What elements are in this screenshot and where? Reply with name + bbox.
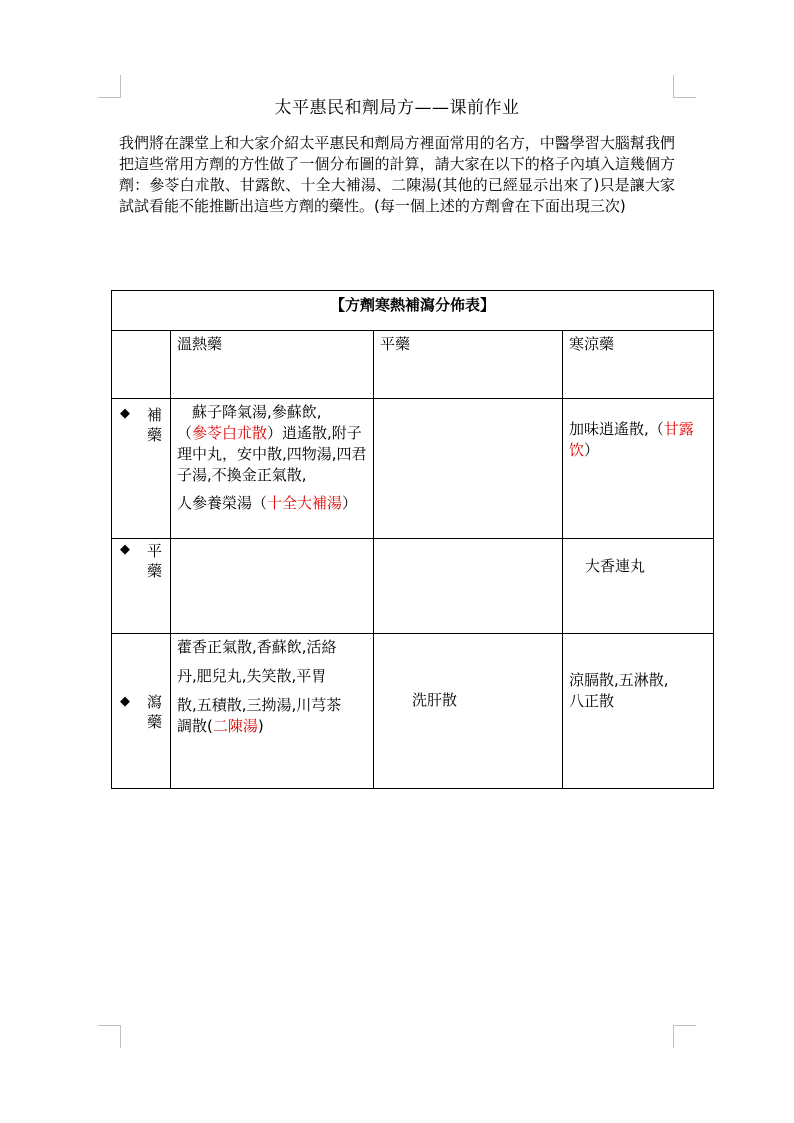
cell-neutral-cold: 大香連丸 (563, 539, 714, 634)
formula-text: 蘇子降氣湯,參蘇飲, (177, 403, 322, 421)
intro-paragraph: 我們將在課堂上和大家介紹太平惠民和劑局方裡面常用的名方，中醫學習大腦幫我們把這些常用方劑的方性做了一個分布圖的計算，請大家在以下的格子內填入這幾個方劑：參苓白朮散、甘露飲、十全大補湯、二陳湯(其他的已經显示出來了)只是讓大家試試看能不能推斷出這些方劑的藥性。(每一個上述的方劑會在下面出現三次) (119, 134, 675, 215)
table-caption: 【方劑寒熱補瀉分佈表】 (112, 291, 714, 331)
formula-text: 調散( (177, 717, 213, 735)
cell-purging-cold (563, 634, 714, 789)
corner-cell (112, 331, 171, 399)
row-label-tonifying: 補藥 (147, 406, 163, 444)
page-title: 太平惠民和劑局方——课前作业 (274, 98, 520, 118)
formula-text: 加味逍遙散,（ (569, 420, 664, 438)
formula-text: ) (257, 717, 264, 735)
formula-text: 八正散 (569, 692, 615, 710)
formula-distribution-table (111, 290, 714, 789)
formula-text: ）逍遙散,附子理中丸，安中散,四物湯,四君子湯,不換金正氣散, (177, 424, 367, 484)
answer-formula: 甘露饮 (569, 420, 694, 459)
cell-neutral-neutral (374, 539, 563, 634)
column-header-cold: 寒涼藥 (563, 331, 714, 399)
answer-formula: 二陳湯 (212, 717, 258, 735)
diamond-bullet-icon: ◆ (120, 542, 130, 557)
cell-neutral-warm (171, 539, 374, 634)
formula-text: 散,五積散,三拗湯,川芎茶 (177, 696, 342, 714)
formula-text: 人參養榮湯（ (177, 494, 268, 512)
row-label-neutral: 平藥 (147, 542, 163, 580)
row-header-neutral (112, 539, 171, 634)
cell-tonifying-warm (171, 399, 374, 539)
row-header-tonifying (112, 399, 171, 539)
row-header-purging (112, 634, 171, 789)
formula-text: ） (342, 494, 358, 512)
crop-mark-bottom-right (673, 1025, 696, 1048)
column-header-warm: 溫熱藥 (171, 331, 374, 399)
crop-mark-bottom-left (98, 1025, 121, 1048)
cell-tonifying-cold (563, 399, 714, 539)
formula-text: 丹,肥兒丸,失笑散,平胃 (177, 667, 327, 685)
formula-text: （ (177, 424, 193, 442)
cell-tonifying-neutral (374, 399, 563, 539)
column-header-neutral: 平藥 (374, 331, 563, 399)
formula-text: 涼膈散,五淋散, (569, 671, 669, 689)
answer-formula: 十全大補湯 (267, 494, 343, 512)
cell-purging-neutral: 洗肝散 (374, 634, 563, 789)
formula-text: ） (584, 441, 600, 459)
cell-purging-warm (171, 634, 374, 789)
formula-text: 藿香正氣散,香蘇飲,活絡 (177, 638, 337, 656)
answer-formula: 參苓白朮散 (192, 424, 268, 442)
row-label-purging: 瀉藥 (147, 693, 163, 731)
diamond-bullet-icon: ◆ (120, 406, 130, 421)
diamond-bullet-icon: ◆ (120, 694, 130, 709)
